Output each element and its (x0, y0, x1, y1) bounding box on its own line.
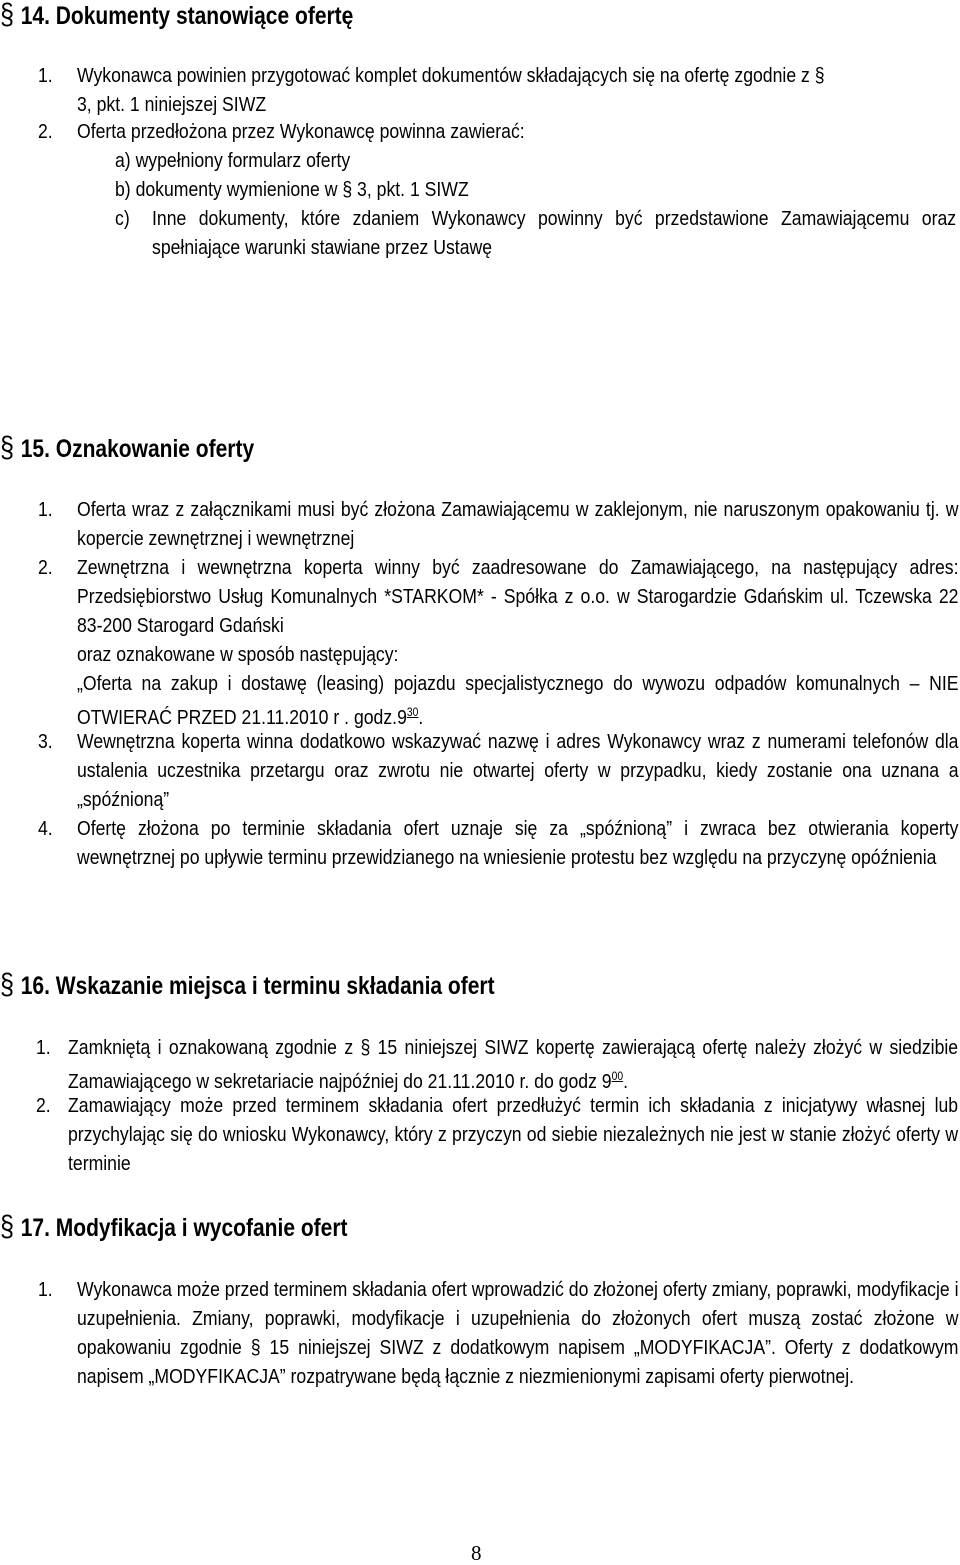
s15-item2-marking: „Oferta na zakup i dostawę (leasing) pojazdu specjalistycznego do wywozu odpadów komunalnych – NIE OTWIERAĆ PRZED 21.11.2010 r . godz.9 (77, 672, 959, 729)
s14-item1-line1: Wykonawca powinien przygotować komplet dokumentów składających się na ofertę zgodnie z § (77, 64, 825, 87)
s14-item2-number: 2. (38, 120, 53, 143)
s15-item2-text2: oraz oznakowane w sposób następujący: (77, 643, 399, 666)
section-14-heading (0, 0, 353, 31)
section-mark: § (0, 0, 15, 31)
section-17-heading (0, 1212, 348, 1243)
s17-item1-number: 1. (38, 1278, 53, 1301)
section-mark: § (0, 431, 15, 464)
section-17-title: 17. Modyfikacja i wycofanie ofert (20, 1214, 348, 1242)
s15-item2-text: Zewnętrzna i wewnętrzna koperta winny być zaadresowane do Zamawiającego, na następujący adres: Przedsiębiorstwo Usług Komunalnych *STARKOM* - Spółka z o.o. w Starogardzie Gdańskim ul. Tczewska 22 83-200 Starogard Gdański (77, 556, 959, 637)
section-16-heading (0, 970, 495, 1001)
s15-item1-number: 1. (38, 498, 53, 521)
s15-item2-end: . (418, 706, 424, 729)
section-mark: § (0, 968, 15, 1001)
s16-item2-text: Zamawiający może przed terminem składania ofert przedłużyć termin ich składania z inicjatywy własnej lub przychylając się do wniosku Wykonawcy, który z przyczyn od siebie niezależnych nie jest w stanie złożyć oferty w terminie (68, 1094, 959, 1175)
s14-sub-a: a) wypełniony formularz oferty (115, 149, 351, 172)
s14-item1-number: 1. (38, 64, 53, 87)
s17-item1-text: Wykonawca może przed terminem składania ofert wprowadzić do złożonej oferty zmiany, poprawki, modyfikacje i uzupełnienia. Zmiany, poprawki, modyfikacje i uzupełnienia do złożonych ofert muszą zostać złożone w opakowaniu zgodnie § 15 niniejszej SIWZ z dodatkowym napisem „MODYFIKACJA”. Oferty z dodatkowym napisem „MODYFIKACJA” rozpatrywane będą łącznie z niezmienionymi zapisami oferty pierwotnej. (77, 1278, 959, 1388)
s14-item2-text: Oferta przedłożona przez Wykonawcę powinna zawierać: (77, 120, 525, 143)
section-16-title: 16. Wskazanie miejsca i terminu składania ofert (20, 972, 495, 1000)
s16-item1-number: 1. (36, 1036, 51, 1059)
section-14-title: 14. Dokumenty stanowiące ofertę (20, 2, 354, 30)
s16-item2-number: 2. (36, 1094, 51, 1117)
s14-sub-b: b) dokumenty wymienione w § 3, pkt. 1 SIWZ (115, 178, 469, 201)
s16-item1-text (68, 1033, 958, 1096)
s15-item2-number: 2. (38, 556, 53, 579)
s14-sub-c-text: Inne dokumenty, które zdaniem Wykonawcy powinny być przedstawione Zamawiającemu oraz spełniające warunki stawiane przez Ustawę (152, 207, 957, 259)
s15-item1-text: Oferta wraz z załącznikami musi być złożona Zamawiającemu w zaklejonym, nie naruszonym opakowaniu tj. w kopercie zewnętrznej i wewnętrznej (77, 498, 959, 550)
s15-item4-text: Ofertę złożona po terminie składania ofert uznaje się za „spóźnioną” i zwraca bez otwierania koperty wewnętrznej po upływie terminu przewidzianego na wniesienie protestu bez względu na przyczynę opóźnienia (77, 817, 959, 869)
s16-item1-end: . (623, 1070, 629, 1093)
s15-item3-text: Wewnętrzna koperta winna dodatkowo wskazywać nazwę i adres Wykonawcy wraz z numerami telefonów dla ustalenia uczestnika przetargu oraz zwrotu nie otwartej oferty w przypadku, kiedy zostanie ona uznana a „spóźnioną” (77, 730, 959, 811)
s14-item1-line2: 3, pkt. 1 niniejszej SIWZ (77, 93, 267, 116)
section-15-heading (0, 433, 254, 464)
section-mark: § (0, 1210, 15, 1243)
s15-item2-superscript: 30 (406, 705, 419, 719)
s16-item1-superscript: 00 (611, 1069, 624, 1083)
s15-item3-number: 3. (38, 730, 53, 753)
s14-sub-c-label: c) (115, 207, 130, 230)
s15-item4-number: 4. (38, 817, 53, 840)
s15-item2-text3 (77, 669, 959, 732)
section-15-title: 15. Oznakowanie oferty (20, 435, 255, 463)
page-number: 8 (471, 1541, 482, 1565)
s16-item1-body: Zamkniętą i oznakowaną zgodnie z § 15 niniejszej SIWZ kopertę zawierającą ofertę należy złożyć w siedzibie Zamawiającego w sekretariacie najpóźniej do 21.11.2010 r. do godz 9 (68, 1036, 959, 1093)
